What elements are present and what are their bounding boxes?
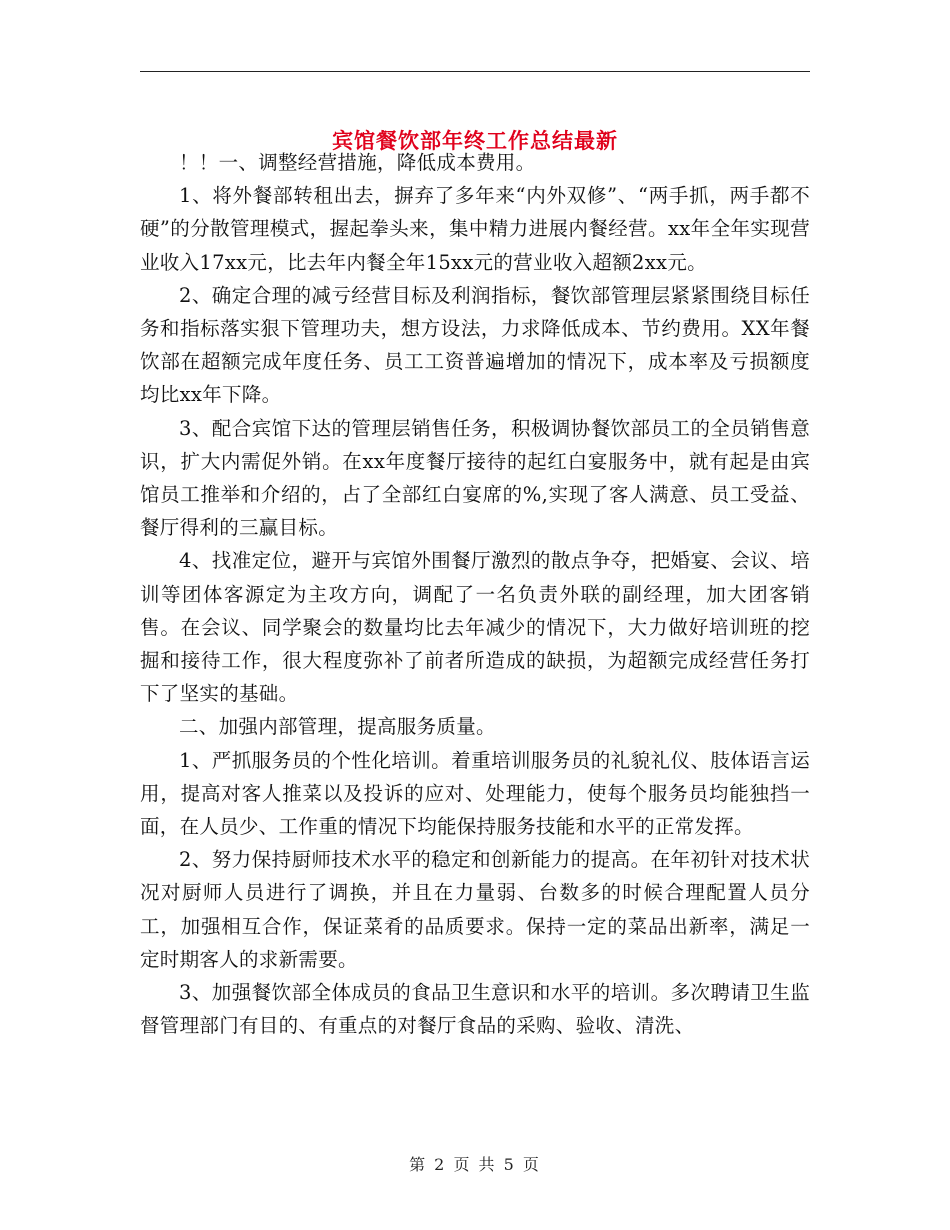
document-title: 宾馆餐饮部年终工作总结最新 (332, 128, 618, 154)
paragraph-item-5: 1、严抓服务员的个性化培训。着重培训服务员的礼貌礼仪、肢体语言运用，提高对客人推菜以及投诉的应对、处理能力，使每个服务员均能独挡一面，在人员少、工作重的情况下均能保持服务技能和水平的正常发挥。 (140, 748, 810, 839)
paragraph-item-7: 3、加强餐饮部全体成员的食品卫生意识和水平的培训。多次聘请卫生监督管理部门有目的、有重点的对餐厅食品的采购、验收、清洗、 (140, 981, 810, 1038)
paragraph-item-2: 2、确定合理的减亏经营目标及利润指标，餐饮部管理层紧紧围绕目标任务和指标落实狠下管理功夫，想方设法，力求降低成本、节约费用。XX年餐饮部在超额完成年度任务、员工工资普遍增加的情况下，成本率及亏损额度均比xx年下降。 (140, 283, 810, 407)
header-rule (140, 71, 810, 72)
document-body (140, 146, 810, 1042)
paragraph-item-1: 1、将外餐部转租出去，摒弃了多年来“内外双修”、“两手抓，两手都不硬”的分散管理模式，握起拳头来，集中精力进展内餐经营。xx年全年实现营业收入17xx元，比去年内餐全年15xx元的营业收入超额2xx元。 (140, 184, 810, 274)
paragraph-section-one-heading: ！！一、调整经营措施，降低成本费用。 (179, 151, 536, 174)
paragraph-section-two-heading: 二、加强内部管理，提高服务质量。 (179, 715, 496, 739)
paragraph-item-6: 2、努力保持厨师技术水平的稳定和创新能力的提高。在年初针对技术状况对厨师人员进行了调换，并且在力量弱、台数多的时候合理配置人员分工，加强相互合作，保证菜肴的品质要求。保持一定的菜品出新率，满足一定时期客人的求新需要。 (140, 848, 810, 971)
page-number: 第 2 页 共 5 页 (409, 1155, 541, 1174)
paragraph-item-4: 4、找准定位，避开与宾馆外围餐厅激烈的散点争夺，把婚宴、会议、培训等团体客源定为主攻方向，调配了一名负责外联的副经理，加大团客销售。在会议、同学聚会的数量均比去年减少的情况下，大力做好培训班的挖掘和接待工作，很大程度弥补了前者所造成的缺损，为超额完成经营任务打下了坚实的基础。 (140, 549, 810, 706)
paragraph-item-3: 3、配合宾馆下达的管理层销售任务，积极调协餐饮部员工的全员销售意识，扩大内需促外销。在xx年度餐厅接待的起红白宴服务中，就有起是由宾馆员工推举和介绍的，占了全部红白宴席的%,实现了客人满意、员工受益、餐厅得利的三赢目标。 (140, 416, 810, 540)
